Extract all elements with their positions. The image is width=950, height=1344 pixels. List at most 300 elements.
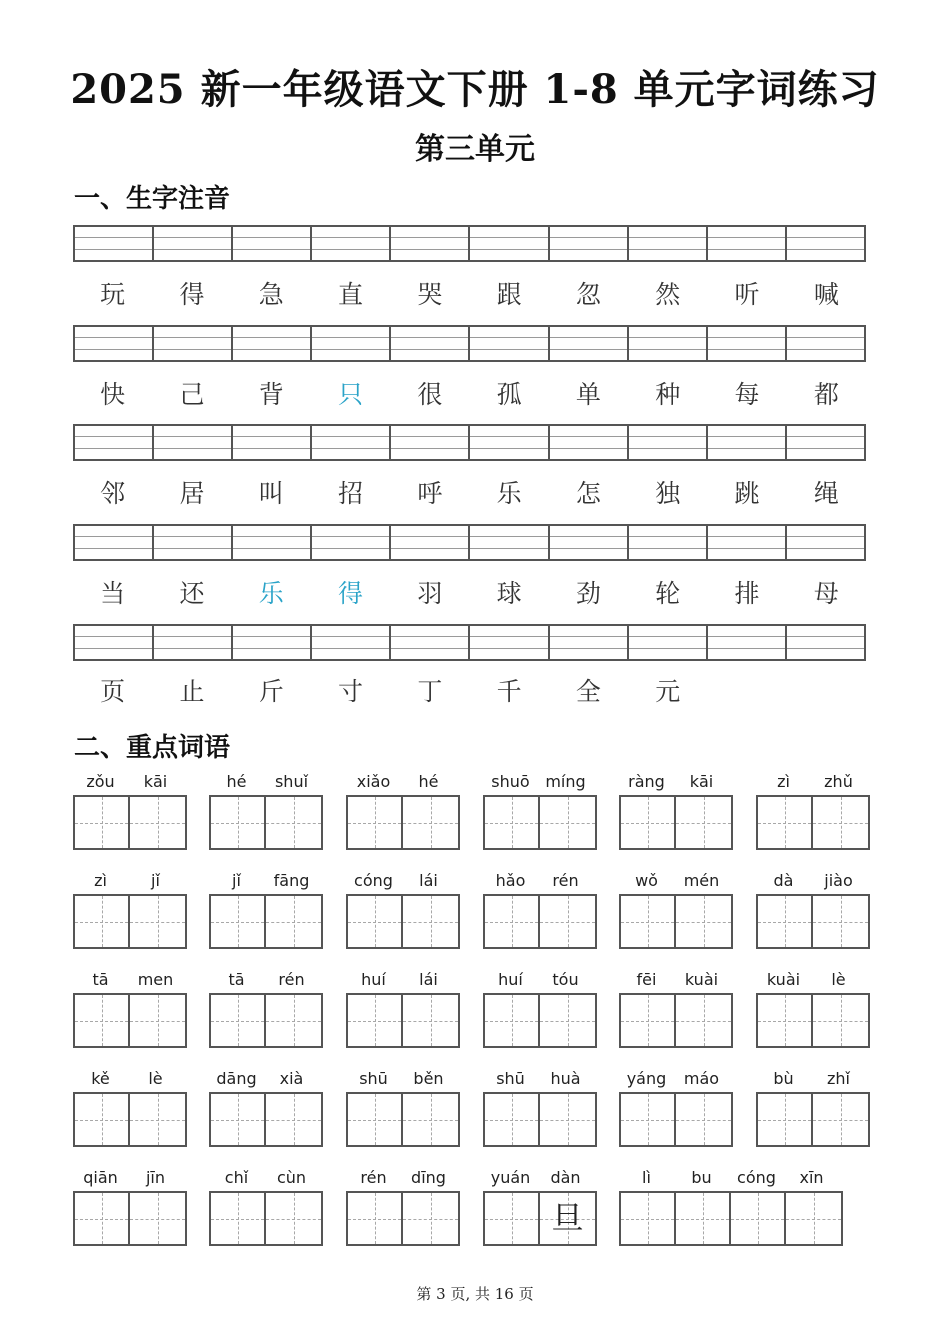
character-label: 招 [338,479,364,508]
pinyin-writing-cell[interactable] [312,626,391,659]
pinyin-writing-cell[interactable] [629,327,708,360]
writing-box[interactable] [130,1193,185,1244]
character-label: 斤 [258,677,284,706]
tianzige-boxes [756,795,870,850]
character-label: 全 [575,677,601,706]
writing-box[interactable] [266,995,321,1046]
pinyin-syllable: huí [361,970,386,989]
pinyin-syllable: lái [419,871,438,890]
word-pinyin [209,770,319,794]
writing-box[interactable] [75,995,130,1046]
character-label: 都 [813,380,839,409]
character-label: 千 [496,677,522,706]
word-pinyin [209,1166,319,1190]
writing-box[interactable] [540,995,595,1046]
character-label: 还 [179,579,205,608]
word-pinyin [756,869,866,893]
pinyin-writing-cell[interactable] [75,526,154,559]
writing-box[interactable] [75,797,130,848]
writing-box[interactable] [676,1193,731,1244]
word-block [619,869,729,951]
tianzige-boxes [619,795,733,850]
writing-box[interactable] [731,1193,786,1244]
character-row [73,375,866,415]
word-pinyin [346,968,456,992]
word-block [73,869,183,951]
writing-box[interactable] [266,1193,321,1244]
pinyin-writing-cell[interactable] [787,327,864,360]
writing-box[interactable] [540,1193,595,1244]
writing-box[interactable] [266,1094,321,1145]
tianzige-boxes [209,993,323,1048]
pinyin-syllable: rén [552,871,579,890]
pinyin-syllable: zì [777,772,790,791]
pinyin-syllable: kāi [689,772,714,791]
writing-box[interactable] [130,896,185,947]
pinyin-writing-cell[interactable] [154,327,233,360]
pinyin-writing-cell[interactable] [154,626,233,659]
character-label: 怎 [575,479,601,508]
writing-box[interactable] [758,797,813,848]
pinyin-writing-cell[interactable] [708,327,787,360]
pinyin-writing-cell[interactable] [787,526,864,559]
pinyin-syllable: kāi [143,772,168,791]
pinyin-syllable: bu [691,1168,712,1187]
word-pinyin [73,1166,183,1190]
pinyin-writing-cell[interactable] [312,526,391,559]
writing-box[interactable] [621,1094,676,1145]
pinyin-writing-cell[interactable] [708,626,787,659]
character-label: 叫 [258,479,284,508]
page-title: 2025 新一年级语文下册 1-8 单元字词练习 [70,66,880,113]
writing-box[interactable] [485,995,540,1046]
pinyin-writing-cell[interactable] [154,526,233,559]
tianzige-boxes [346,1092,460,1147]
word-block [346,968,456,1050]
pinyin-syllable: chǐ [224,1168,249,1187]
character-label: 页 [100,677,126,706]
pinyin-writing-cell[interactable] [787,227,864,260]
character-label: 寸 [338,677,364,706]
pinyin-writing-cell[interactable] [233,526,312,559]
writing-box[interactable] [540,797,595,848]
pinyin-writing-cell[interactable] [470,227,549,260]
character-label: 每 [734,380,760,409]
pinyin-syllable: huà [550,1069,581,1088]
writing-box[interactable] [75,1193,130,1244]
pinyin-syllable: dāng [216,1069,257,1088]
character-label: 孤 [496,380,522,409]
pinyin-writing-cell[interactable] [787,626,864,659]
tianzige-boxes [209,1191,323,1246]
writing-box[interactable] [540,1094,595,1145]
character-label: 种 [655,380,681,409]
writing-box[interactable] [211,797,266,848]
writing-box[interactable] [266,797,321,848]
character-label: 呼 [417,479,443,508]
pinyin-writing-cell[interactable] [312,327,391,360]
pinyin-writing-cell[interactable] [550,626,629,659]
character-label: 当 [100,579,126,608]
pinyin-writing-cell[interactable] [75,227,154,260]
word-block [73,968,183,1050]
character-row [73,474,866,514]
word-block [346,770,456,852]
tianzige-boxes [209,894,323,949]
pinyin-syllable: zhǐ [827,1069,850,1088]
pinyin-syllable: yuán [490,1168,531,1187]
character-label: 单 [575,380,601,409]
character-label: 快 [100,380,126,409]
pinyin-syllable: lè [148,1069,163,1088]
writing-box[interactable] [786,1193,841,1244]
character-label: 母 [813,579,839,608]
character-label: 背 [258,380,284,409]
pinyin-writing-cell[interactable] [312,426,391,459]
character-label: 居 [179,479,205,508]
tianzige-boxes [346,1191,460,1246]
pinyin-syllable: rén [360,1168,387,1187]
pinyin-writing-cell[interactable] [233,327,312,360]
tianzige-boxes [209,795,323,850]
character-label: 乐 [258,579,284,608]
writing-box[interactable] [676,896,731,947]
pinyin-writing-cell[interactable] [629,426,708,459]
writing-box[interactable] [540,896,595,947]
word-block [756,1067,866,1149]
character-label: 邻 [100,479,126,508]
tianzige-boxes [483,795,597,850]
pinyin-writing-cell[interactable] [708,227,787,260]
writing-box[interactable] [621,1193,676,1244]
pinyin-writing-cell[interactable] [154,227,233,260]
word-pinyin [346,869,456,893]
character-label: 跳 [734,479,760,508]
writing-box[interactable] [485,1094,540,1145]
word-pinyin [346,770,456,794]
writing-box[interactable] [403,1094,458,1145]
character-label: 得 [338,579,364,608]
pinyin-grid-row [73,524,866,561]
pinyin-writing-cell[interactable] [312,227,391,260]
writing-box[interactable] [348,1094,403,1145]
pinyin-writing-cell[interactable] [233,426,312,459]
pinyin-grid-row [73,225,866,262]
writing-box[interactable] [348,995,403,1046]
pinyin-syllable: rén [278,970,305,989]
writing-box[interactable] [348,896,403,947]
pinyin-syllable: jiào [824,871,853,890]
writing-box[interactable] [211,1094,266,1145]
writing-box[interactable] [130,995,185,1046]
pinyin-writing-cell[interactable] [75,626,154,659]
word-pinyin [756,968,866,992]
box-character: 旦 [551,1199,584,1237]
writing-box[interactable] [403,1193,458,1244]
pinyin-syllable: ràng [628,772,665,791]
pinyin-syllable: qiān [83,1168,118,1187]
pinyin-syllable: hé [418,772,439,791]
word-pinyin [756,770,866,794]
character-label: 轮 [655,579,681,608]
character-row [73,672,866,712]
character-label: 己 [179,380,205,409]
pinyin-writing-cell[interactable] [550,327,629,360]
word-pinyin [619,869,729,893]
pinyin-syllable: fāng [273,871,310,890]
word-block [209,1067,319,1149]
writing-box[interactable] [348,797,403,848]
pinyin-grid-row [73,624,866,661]
pinyin-syllable: shuō [491,772,530,791]
tianzige-boxes [73,1092,187,1147]
word-pinyin [756,1067,866,1091]
writing-box[interactable] [75,896,130,947]
writing-box[interactable] [813,896,868,947]
word-block [619,1067,729,1149]
character-label: 乐 [496,479,522,508]
pinyin-syllable: yáng [626,1069,667,1088]
word-block [756,968,866,1050]
pinyin-syllable: zǒu [86,772,115,791]
character-label: 只 [338,380,364,409]
writing-box[interactable] [676,995,731,1046]
pinyin-grid-row [73,424,866,461]
tianzige-boxes [209,1092,323,1147]
writing-box[interactable] [348,1193,403,1244]
pinyin-writing-cell[interactable] [629,626,708,659]
pinyin-syllable: shū [359,1069,388,1088]
character-label: 独 [655,479,681,508]
pinyin-syllable: lè [831,970,846,989]
character-label: 直 [338,280,364,309]
pinyin-syllable: xiǎo [356,772,391,791]
pinyin-writing-cell[interactable] [391,526,470,559]
pinyin-writing-cell[interactable] [470,626,549,659]
pinyin-grid-row [73,325,866,362]
character-label: 哭 [417,280,443,309]
writing-box[interactable] [621,896,676,947]
pinyin-syllable: bù [773,1069,794,1088]
word-pinyin [483,1166,593,1190]
pinyin-syllable: cóng [737,1168,776,1187]
tianzige-boxes [483,993,597,1048]
word-pinyin [209,869,319,893]
word-block [483,770,593,852]
writing-box[interactable] [211,995,266,1046]
section-heading-words: 二、重点词语 [74,733,231,763]
character-label: 得 [179,280,205,309]
word-block [483,968,593,1050]
writing-box[interactable] [813,797,868,848]
word-block [209,968,319,1050]
word-pinyin [73,770,183,794]
tianzige-boxes [483,894,597,949]
writing-box[interactable] [813,1094,868,1145]
writing-box[interactable] [403,797,458,848]
tianzige-boxes [619,1092,733,1147]
writing-box[interactable] [75,1094,130,1145]
word-pinyin [619,770,729,794]
character-label: 很 [417,380,443,409]
tianzige-boxes [346,795,460,850]
writing-box[interactable] [485,797,540,848]
writing-box[interactable] [130,797,185,848]
character-label: 忽 [575,280,601,309]
pinyin-writing-cell[interactable] [233,227,312,260]
word-pinyin [73,1067,183,1091]
writing-box[interactable] [130,1094,185,1145]
pinyin-syllable: dàn [550,1168,581,1187]
writing-box[interactable] [621,995,676,1046]
word-block [756,770,866,852]
pinyin-syllable: kuài [766,970,801,989]
character-label: 喊 [813,280,839,309]
pinyin-writing-cell[interactable] [470,526,549,559]
tianzige-boxes [756,1092,870,1147]
word-pinyin [73,869,183,893]
pinyin-syllable: míng [545,772,586,791]
pinyin-syllable: zhǔ [824,772,853,791]
pinyin-writing-cell[interactable] [391,327,470,360]
pinyin-syllable: hé [226,772,247,791]
word-block [73,1067,183,1149]
character-label: 急 [258,280,284,309]
tianzige-boxes [346,993,460,1048]
pinyin-writing-cell[interactable] [391,227,470,260]
pinyin-syllable: jǐ [151,871,160,890]
pinyin-writing-cell[interactable] [154,426,233,459]
writing-box[interactable] [758,896,813,947]
character-label: 止 [179,677,205,706]
pinyin-syllable: jīn [145,1168,166,1187]
writing-box[interactable] [758,995,813,1046]
word-pinyin [619,1067,729,1091]
writing-box[interactable] [621,797,676,848]
character-label: 丁 [417,677,443,706]
word-block [619,968,729,1050]
writing-box[interactable] [266,896,321,947]
pinyin-writing-cell[interactable] [75,327,154,360]
word-block [73,770,183,852]
character-label: 然 [655,280,681,309]
pinyin-syllable: lì [642,1168,651,1187]
pinyin-writing-cell[interactable] [787,426,864,459]
pinyin-syllable: cóng [354,871,393,890]
pinyin-syllable: lái [419,970,438,989]
pinyin-writing-cell[interactable] [75,426,154,459]
word-block [209,869,319,951]
tianzige-boxes [619,1191,843,1246]
writing-box[interactable] [485,1193,540,1244]
tianzige-boxes [73,993,187,1048]
writing-box[interactable] [676,1094,731,1145]
tianzige-boxes [73,894,187,949]
tianzige-boxes [346,894,460,949]
pinyin-writing-cell[interactable] [708,426,787,459]
tianzige-boxes [73,1191,187,1246]
writing-box[interactable] [758,1094,813,1145]
pinyin-writing-cell[interactable] [391,426,470,459]
pinyin-syllable: huí [498,970,523,989]
pinyin-syllable: cùn [276,1168,307,1187]
word-pinyin [619,1166,839,1190]
pinyin-writing-cell[interactable] [708,526,787,559]
writing-box[interactable] [211,896,266,947]
pinyin-writing-cell[interactable] [629,227,708,260]
word-block [619,1166,839,1248]
pinyin-syllable: fēi [636,970,657,989]
writing-box[interactable] [676,797,731,848]
writing-box[interactable] [403,995,458,1046]
character-label: 绳 [813,479,839,508]
word-block [483,1067,593,1149]
word-pinyin [483,1067,593,1091]
pinyin-syllable: zì [94,871,107,890]
character-label: 劲 [575,579,601,608]
page-footer: 第 3 页, 共 16 页 [416,1285,534,1303]
tianzige-boxes [483,1092,597,1147]
tianzige-boxes [619,894,733,949]
word-pinyin [483,968,593,992]
word-pinyin [483,770,593,794]
pinyin-writing-cell[interactable] [470,327,549,360]
word-block [483,1166,593,1248]
word-block [756,869,866,951]
pinyin-syllable: men [137,970,174,989]
pinyin-syllable: tā [228,970,245,989]
pinyin-syllable: máo [683,1069,720,1088]
tianzige-boxes [756,894,870,949]
character-label: 玩 [100,280,126,309]
pinyin-syllable: dīng [411,1168,446,1187]
writing-box[interactable] [485,896,540,947]
pinyin-syllable: kě [91,1069,110,1088]
pinyin-writing-cell[interactable] [550,526,629,559]
writing-box[interactable] [211,1193,266,1244]
pinyin-writing-cell[interactable] [470,426,549,459]
pinyin-writing-cell[interactable] [550,227,629,260]
character-label [707,672,786,712]
pinyin-writing-cell[interactable] [550,426,629,459]
pinyin-writing-cell[interactable] [391,626,470,659]
word-block [483,869,593,951]
pinyin-writing-cell[interactable] [233,626,312,659]
word-pinyin [346,1067,456,1091]
character-label: 跟 [496,280,522,309]
pinyin-syllable: dà [773,871,794,890]
tianzige-boxes [483,1191,597,1246]
pinyin-syllable: shū [496,1069,525,1088]
word-block [619,770,729,852]
tianzige-boxes [73,795,187,850]
character-row [73,275,866,315]
pinyin-syllable: jǐ [232,871,241,890]
word-pinyin [619,968,729,992]
word-block [209,1166,319,1248]
pinyin-writing-cell[interactable] [629,526,708,559]
character-label: 排 [734,579,760,608]
character-label: 听 [734,280,760,309]
character-label: 元 [655,677,681,706]
writing-box[interactable] [403,896,458,947]
word-block [346,869,456,951]
writing-box[interactable] [813,995,868,1046]
word-block [346,1166,456,1248]
character-label [787,672,866,712]
word-block [73,1166,183,1248]
tianzige-boxes [756,993,870,1048]
